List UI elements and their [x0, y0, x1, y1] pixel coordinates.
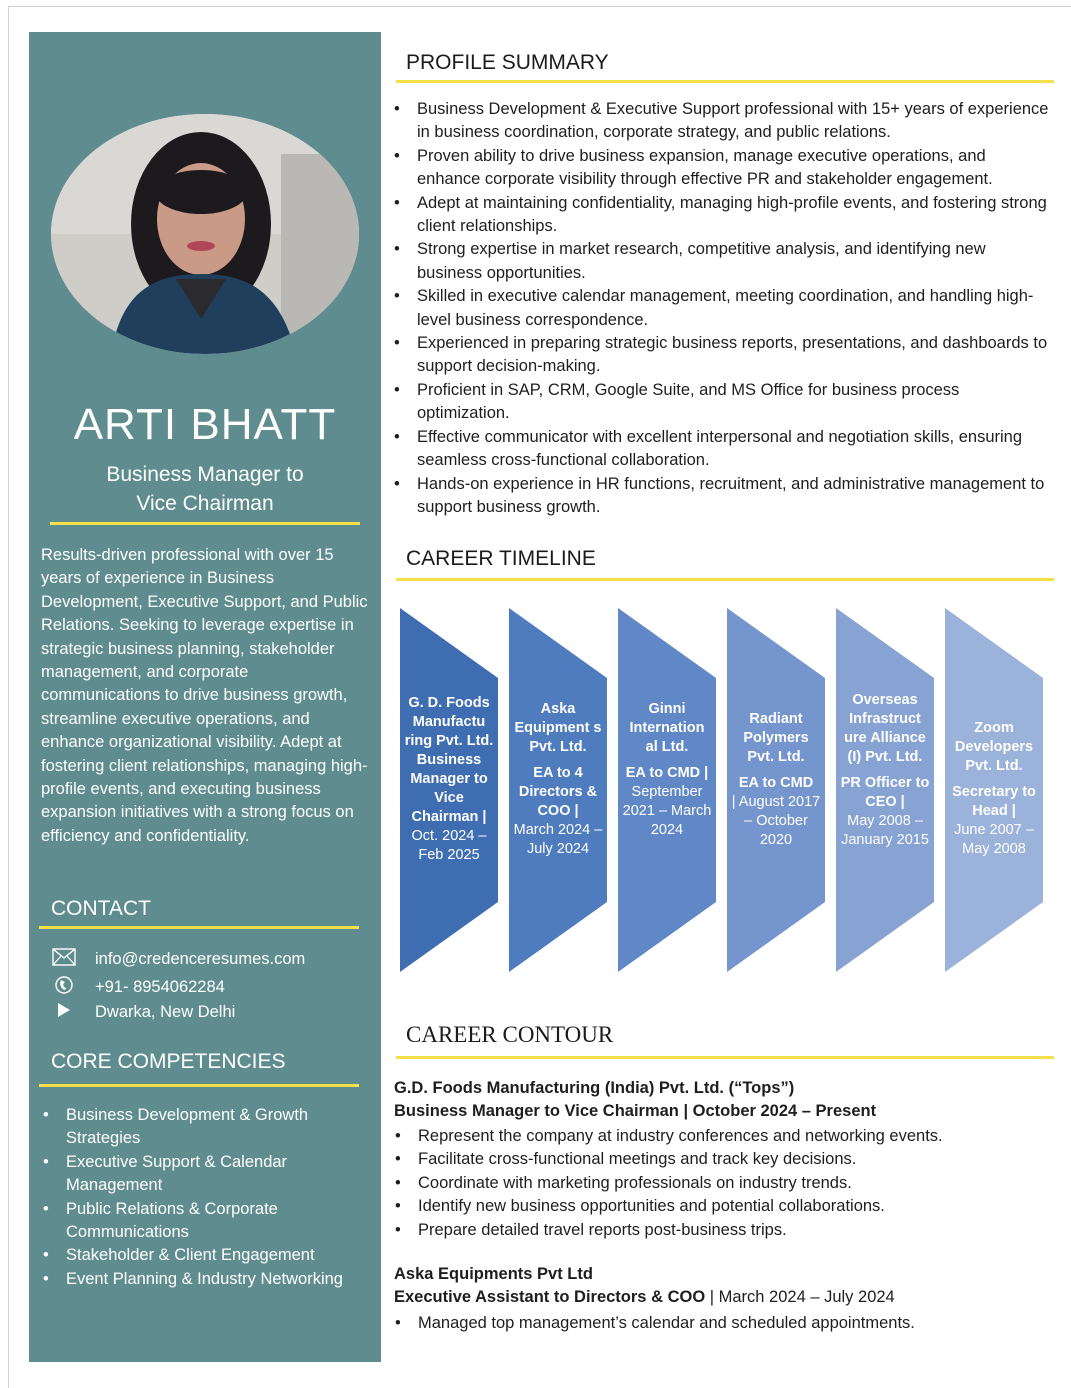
contour-heading: CAREER CONTOUR: [406, 1022, 614, 1047]
timeline-role: EA to CMD: [738, 775, 814, 791]
profile-heading: PROFILE SUMMARY: [406, 51, 609, 74]
profile-divider: [396, 80, 1054, 83]
timeline-role: Business Manager to Vice Chairman |: [410, 752, 488, 825]
list-item: • Facilitate cross-functional meetings and track key decisions.: [393, 1148, 1053, 1171]
list-item: • Business Development & Growth Strategies: [43, 1104, 363, 1151]
timeline-divider: [396, 578, 1054, 581]
competencies-heading: CORE COMPETENCIES: [51, 1050, 286, 1073]
list-item: • Executive Support & Calendar Management: [43, 1151, 363, 1198]
candidate-name: ARTI BHATT: [73, 400, 337, 449]
competencies-divider: [39, 1084, 359, 1087]
contact-phone-text: +91- 8954062284: [95, 977, 225, 996]
timeline-item: [618, 608, 716, 972]
contact-phone[interactable]: [51, 975, 371, 999]
candidate-title-line2: Vice Chairman: [136, 492, 274, 515]
timeline-dates: Oct. 2024 – Feb 2025: [411, 828, 487, 863]
job-role: [394, 1102, 876, 1121]
sidebar: [29, 32, 381, 1362]
timeline-company: Ginni Internation al Ltd.: [629, 701, 705, 755]
contact-divider: [39, 926, 359, 929]
timeline-role: EA to CMD |: [625, 765, 709, 781]
job-bullets: [393, 1312, 1053, 1335]
timeline-company: Aska Equipment s Pvt. Ltd.: [514, 701, 602, 755]
timeline-item: [836, 608, 934, 972]
timeline-dates: May 2008 – January 2015: [841, 813, 929, 848]
list-item: • Identify new business opportunities and potential collaborations.: [393, 1195, 1053, 1218]
contact-heading: CONTACT: [51, 897, 151, 920]
list-item: • Skilled in executive calendar management, meeting coordination, and handling high-level business correspondence.: [392, 285, 1052, 332]
timeline-dates: September 2021 – March 2024: [622, 784, 712, 838]
timeline-role: PR Officer to CEO |: [840, 775, 930, 810]
competencies-list: [43, 1104, 363, 1291]
list-item: • Proficient in SAP, CRM, Google Suite, and MS Office for business process optimization.: [392, 379, 1052, 426]
job-company: Aska Equipments Pvt Ltd: [394, 1265, 593, 1283]
contact-email[interactable]: [51, 948, 371, 970]
list-item: • Proven ability to drive business expansion, manage executive operations, and enhance corporate visibility through effective PR and stakeholder engagement.: [392, 145, 1052, 192]
list-item: • Stakeholder & Client Engagement: [43, 1244, 363, 1267]
list-item: • Event Planning & Industry Networking: [43, 1268, 363, 1291]
timeline-item: [945, 608, 1043, 972]
career-timeline: [400, 608, 1045, 972]
job-role-text: Executive Assistant to Directors & COO: [394, 1288, 706, 1306]
list-item: • Hands-on experience in HR functions, recruitment, and administrative management to support business growth.: [392, 473, 1052, 520]
list-item: • Adept at maintaining confidentiality, managing high-profile events, and fostering strong client relationships.: [392, 192, 1052, 239]
timeline-company: Radiant Polymers Pvt. Ltd.: [743, 711, 809, 765]
phone-icon: [51, 975, 77, 999]
list-item: • Public Relations & Corporate Communications: [43, 1198, 363, 1245]
name-divider: [50, 522, 360, 525]
contour-divider: [396, 1056, 1054, 1059]
list-item: • Prepare detailed travel reports post-business trips.: [393, 1219, 1053, 1242]
location-arrow-icon: [51, 1002, 77, 1022]
candidate-title: [59, 460, 351, 518]
list-item: • Strong expertise in market research, competitive analysis, and identifying new business opportunities.: [392, 238, 1052, 285]
list-item: • Effective communicator with excellent interpersonal and negotiation skills, ensuring seamless cross-functional collaboration.: [392, 426, 1052, 473]
job-role: [394, 1288, 895, 1307]
job-bullets: [393, 1125, 1053, 1242]
timeline-dates: | August 2017 – October 2020: [731, 794, 821, 848]
job-dates: | March 2024 – July 2024: [705, 1288, 895, 1306]
candidate-title-line1: Business Manager to: [106, 463, 304, 486]
profile-bullets: [392, 98, 1052, 519]
timeline-dates: June 2007 – May 2008: [954, 822, 1034, 857]
contact-email-text: info@credenceresumes.com: [95, 949, 306, 968]
list-item: • Coordinate with marketing professionals on industry trends.: [393, 1172, 1053, 1195]
list-item: • Represent the company at industry conferences and networking events.: [393, 1125, 1053, 1148]
contact-location: [51, 1002, 371, 1022]
envelope-icon: [51, 948, 77, 970]
timeline-heading: CAREER TIMELINE: [406, 547, 596, 570]
intro-paragraph: Results-driven professional with over 15 years of experience in Business Development, Executive Support, and Public Relations. Seeking to leverage expertise in strategic business planning, stakeholder management, and corporate communications to drive business growth, streamline executive operations, and enhance organizational visibility. Adept at fostering client relationships, managing high-profile events, and executing business expansion initiatives with a strong focus on efficiency and confidentiality.: [41, 546, 368, 845]
contact-location-text: Dwarka, New Delhi: [95, 1002, 236, 1021]
timeline-dates: March 2024 – July 2024: [513, 822, 603, 857]
list-item: • Business Development & Executive Support professional with 15+ years of experience in business coordination, corporate strategy, and public relations.: [392, 98, 1052, 145]
timeline-company: Zoom Developers Pvt. Ltd.: [954, 720, 1034, 774]
list-item: • Managed top management’s calendar and scheduled appointments.: [393, 1312, 1053, 1335]
timeline-company: G. D. Foods Manufactu ring Pvt. Ltd.: [404, 695, 494, 749]
timeline-item: [400, 608, 498, 972]
timeline-role: Secretary to Head |: [952, 784, 1036, 819]
profile-photo: [51, 114, 359, 354]
timeline-role: EA to 4 Directors & COO |: [518, 765, 598, 819]
job-role-text: Business Manager to Vice Chairman | October 2024 – Present: [394, 1102, 877, 1120]
list-item: • Experienced in preparing strategic business reports, presentations, and dashboards to support decision-making.: [392, 332, 1052, 379]
timeline-company: Overseas Infrastruct ure Alliance (I) Pvt. Ltd.: [844, 692, 926, 765]
timeline-item: [509, 608, 607, 972]
timeline-item: [727, 608, 825, 972]
job-company: G.D. Foods Manufacturing (India) Pvt. Ltd. (“Tops”): [394, 1079, 795, 1097]
